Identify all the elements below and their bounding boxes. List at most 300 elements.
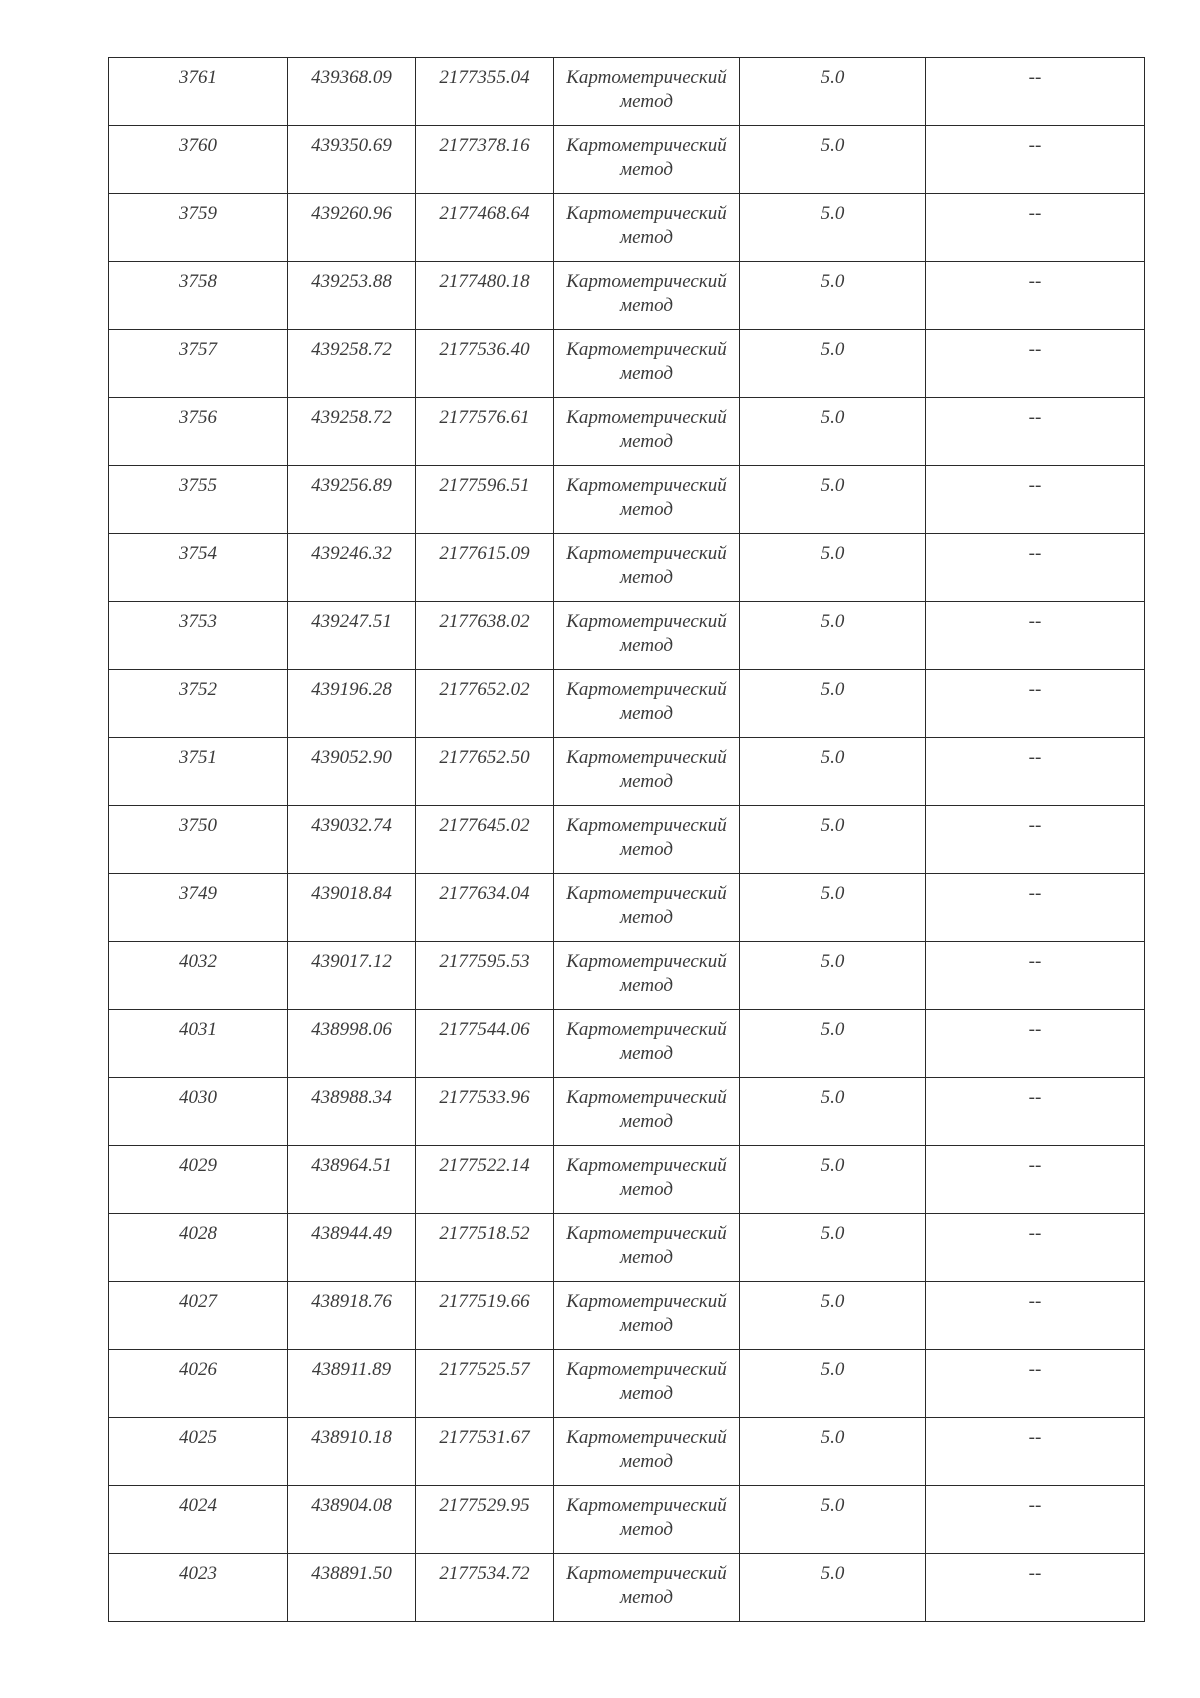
point-number-cell-text: 4029 — [179, 1155, 217, 1176]
y-coordinate-cell-text: 2177533.96 — [439, 1087, 530, 1108]
note-cell — [926, 738, 1145, 806]
point-number-cell-text: 3758 — [179, 271, 217, 292]
note-cell — [926, 126, 1145, 194]
note-cell — [926, 1078, 1145, 1146]
y-coordinate-cell — [416, 262, 554, 330]
note-cell — [926, 466, 1145, 534]
note-cell — [926, 262, 1145, 330]
accuracy-cell — [740, 602, 926, 670]
note-cell-text: -- — [1028, 135, 1042, 156]
accuracy-cell-text: 5.0 — [820, 1223, 845, 1244]
table-row — [109, 1282, 1145, 1350]
method-cell-text: Картометрический метод — [566, 1427, 727, 1472]
point-number-cell — [109, 262, 288, 330]
x-coordinate-cell-text: 439253.88 — [311, 271, 392, 292]
method-cell-text: Картометрический метод — [566, 543, 727, 588]
note-cell-text: -- — [1028, 271, 1042, 292]
accuracy-cell-text: 5.0 — [820, 679, 845, 700]
note-cell-text: -- — [1028, 747, 1042, 768]
note-cell — [926, 1010, 1145, 1078]
point-number-cell-text: 3752 — [179, 679, 217, 700]
x-coordinate-cell-text: 439032.74 — [311, 815, 392, 836]
point-number-cell-text: 4031 — [179, 1019, 217, 1040]
note-cell-text: -- — [1028, 679, 1042, 700]
note-cell — [926, 806, 1145, 874]
method-cell-text: Картометрический метод — [566, 339, 727, 384]
note-cell-text: -- — [1028, 1223, 1042, 1244]
method-cell — [554, 942, 740, 1010]
point-number-cell — [109, 58, 288, 126]
method-cell-text: Картометрический метод — [566, 1359, 727, 1404]
coordinates-table-body — [109, 58, 1145, 1622]
point-number-cell-text: 3753 — [179, 611, 217, 632]
note-cell — [926, 1418, 1145, 1486]
y-coordinate-cell — [416, 1010, 554, 1078]
table-row — [109, 874, 1145, 942]
accuracy-cell — [740, 942, 926, 1010]
x-coordinate-cell — [288, 602, 416, 670]
point-number-cell — [109, 1078, 288, 1146]
point-number-cell — [109, 874, 288, 942]
y-coordinate-cell — [416, 602, 554, 670]
y-coordinate-cell — [416, 466, 554, 534]
accuracy-cell-text: 5.0 — [820, 1427, 845, 1448]
point-number-cell — [109, 806, 288, 874]
y-coordinate-cell-text: 2177652.50 — [439, 747, 530, 768]
method-cell-text: Картометрический метод — [566, 407, 727, 452]
table-row — [109, 806, 1145, 874]
method-cell — [554, 194, 740, 262]
x-coordinate-cell — [288, 330, 416, 398]
method-cell-text: Картометрический метод — [566, 1087, 727, 1132]
y-coordinate-cell-text: 2177596.51 — [439, 475, 530, 496]
point-number-cell — [109, 330, 288, 398]
point-number-cell — [109, 534, 288, 602]
y-coordinate-cell — [416, 1146, 554, 1214]
accuracy-cell — [740, 670, 926, 738]
method-cell — [554, 1078, 740, 1146]
y-coordinate-cell-text: 2177525.57 — [439, 1359, 530, 1380]
accuracy-cell — [740, 194, 926, 262]
method-cell-text: Картометрический метод — [566, 203, 727, 248]
coordinates-table — [108, 57, 1145, 1622]
method-cell-text: Картометрический метод — [566, 67, 727, 112]
x-coordinate-cell — [288, 534, 416, 602]
y-coordinate-cell — [416, 1282, 554, 1350]
table-row — [109, 942, 1145, 1010]
point-number-cell — [109, 1146, 288, 1214]
point-number-cell — [109, 466, 288, 534]
x-coordinate-cell — [288, 1282, 416, 1350]
note-cell — [926, 1554, 1145, 1622]
y-coordinate-cell — [416, 738, 554, 806]
accuracy-cell-text: 5.0 — [820, 1291, 845, 1312]
note-cell-text: -- — [1028, 203, 1042, 224]
table-row — [109, 738, 1145, 806]
point-number-cell-text: 3761 — [179, 67, 217, 88]
table-row — [109, 194, 1145, 262]
point-number-cell — [109, 1418, 288, 1486]
accuracy-cell-text: 5.0 — [820, 407, 845, 428]
method-cell-text: Картометрический метод — [566, 1291, 727, 1336]
x-coordinate-cell-text: 439260.96 — [311, 203, 392, 224]
method-cell — [554, 602, 740, 670]
method-cell-text: Картометрический метод — [566, 815, 727, 860]
accuracy-cell — [740, 330, 926, 398]
x-coordinate-cell-text: 438918.76 — [311, 1291, 392, 1312]
accuracy-cell-text: 5.0 — [820, 1563, 845, 1584]
table-row — [109, 602, 1145, 670]
point-number-cell — [109, 1554, 288, 1622]
note-cell-text: -- — [1028, 1291, 1042, 1312]
method-cell — [554, 330, 740, 398]
note-cell-text: -- — [1028, 1563, 1042, 1584]
x-coordinate-cell-text: 438988.34 — [311, 1087, 392, 1108]
table-row — [109, 1214, 1145, 1282]
method-cell-text: Картометрический метод — [566, 271, 727, 316]
y-coordinate-cell-text: 2177534.72 — [439, 1563, 530, 1584]
x-coordinate-cell — [288, 1214, 416, 1282]
accuracy-cell — [740, 874, 926, 942]
x-coordinate-cell-text: 439196.28 — [311, 679, 392, 700]
point-number-cell-text: 3756 — [179, 407, 217, 428]
y-coordinate-cell-text: 2177355.04 — [439, 67, 530, 88]
x-coordinate-cell — [288, 466, 416, 534]
note-cell — [926, 1146, 1145, 1214]
x-coordinate-cell-text: 439258.72 — [311, 339, 392, 360]
method-cell — [554, 1282, 740, 1350]
note-cell — [926, 534, 1145, 602]
point-number-cell-text: 3755 — [179, 475, 217, 496]
x-coordinate-cell — [288, 398, 416, 466]
method-cell-text: Картометрический метод — [566, 883, 727, 928]
accuracy-cell-text: 5.0 — [820, 135, 845, 156]
accuracy-cell — [740, 262, 926, 330]
table-row — [109, 466, 1145, 534]
accuracy-cell — [740, 126, 926, 194]
accuracy-cell-text: 5.0 — [820, 1495, 845, 1516]
point-number-cell — [109, 126, 288, 194]
x-coordinate-cell-text: 439350.69 — [311, 135, 392, 156]
point-number-cell-text: 3754 — [179, 543, 217, 564]
x-coordinate-cell — [288, 874, 416, 942]
point-number-cell — [109, 398, 288, 466]
y-coordinate-cell — [416, 942, 554, 1010]
accuracy-cell — [740, 806, 926, 874]
y-coordinate-cell-text: 2177531.67 — [439, 1427, 530, 1448]
point-number-cell — [109, 738, 288, 806]
note-cell-text: -- — [1028, 611, 1042, 632]
table-row — [109, 330, 1145, 398]
note-cell-text: -- — [1028, 407, 1042, 428]
accuracy-cell-text: 5.0 — [820, 339, 845, 360]
y-coordinate-cell-text: 2177638.02 — [439, 611, 530, 632]
accuracy-cell — [740, 1554, 926, 1622]
x-coordinate-cell — [288, 58, 416, 126]
accuracy-cell — [740, 58, 926, 126]
accuracy-cell — [740, 738, 926, 806]
accuracy-cell-text: 5.0 — [820, 1087, 845, 1108]
y-coordinate-cell-text: 2177645.02 — [439, 815, 530, 836]
y-coordinate-cell — [416, 1350, 554, 1418]
y-coordinate-cell-text: 2177518.52 — [439, 1223, 530, 1244]
y-coordinate-cell — [416, 1214, 554, 1282]
note-cell — [926, 670, 1145, 738]
note-cell-text: -- — [1028, 1019, 1042, 1040]
accuracy-cell — [740, 1350, 926, 1418]
method-cell-text: Картометрический метод — [566, 475, 727, 520]
point-number-cell-text: 3757 — [179, 339, 217, 360]
method-cell-text: Картометрический метод — [566, 611, 727, 656]
point-number-cell-text: 3751 — [179, 747, 217, 768]
accuracy-cell-text: 5.0 — [820, 475, 845, 496]
point-number-cell-text: 4026 — [179, 1359, 217, 1380]
accuracy-cell-text: 5.0 — [820, 747, 845, 768]
table-row — [109, 1146, 1145, 1214]
y-coordinate-cell — [416, 1554, 554, 1622]
y-coordinate-cell-text: 2177615.09 — [439, 543, 530, 564]
note-cell-text: -- — [1028, 815, 1042, 836]
x-coordinate-cell-text: 439017.12 — [311, 951, 392, 972]
point-number-cell — [109, 194, 288, 262]
method-cell-text: Картометрический метод — [566, 1563, 727, 1608]
point-number-cell — [109, 1350, 288, 1418]
method-cell — [554, 126, 740, 194]
method-cell-text: Картометрический метод — [566, 1223, 727, 1268]
method-cell — [554, 58, 740, 126]
note-cell-text: -- — [1028, 951, 1042, 972]
method-cell — [554, 1350, 740, 1418]
accuracy-cell — [740, 1486, 926, 1554]
table-row — [109, 1078, 1145, 1146]
x-coordinate-cell — [288, 670, 416, 738]
point-number-cell-text: 3759 — [179, 203, 217, 224]
accuracy-cell — [740, 466, 926, 534]
table-row — [109, 126, 1145, 194]
method-cell-text: Картометрический метод — [566, 135, 727, 180]
method-cell — [554, 874, 740, 942]
x-coordinate-cell — [288, 126, 416, 194]
accuracy-cell — [740, 1214, 926, 1282]
accuracy-cell — [740, 1282, 926, 1350]
x-coordinate-cell-text: 438904.08 — [311, 1495, 392, 1516]
note-cell — [926, 874, 1145, 942]
point-number-cell — [109, 1282, 288, 1350]
y-coordinate-cell-text: 2177529.95 — [439, 1495, 530, 1516]
x-coordinate-cell-text: 438891.50 — [311, 1563, 392, 1584]
accuracy-cell — [740, 534, 926, 602]
y-coordinate-cell-text: 2177576.61 — [439, 407, 530, 428]
method-cell — [554, 806, 740, 874]
accuracy-cell-text: 5.0 — [820, 1019, 845, 1040]
table-row — [109, 670, 1145, 738]
y-coordinate-cell — [416, 330, 554, 398]
table-row — [109, 262, 1145, 330]
method-cell-text: Картометрический метод — [566, 951, 727, 996]
x-coordinate-cell-text: 439258.72 — [311, 407, 392, 428]
y-coordinate-cell-text: 2177544.06 — [439, 1019, 530, 1040]
table-row — [109, 1350, 1145, 1418]
method-cell — [554, 1486, 740, 1554]
note-cell-text: -- — [1028, 475, 1042, 496]
point-number-cell-text: 3750 — [179, 815, 217, 836]
x-coordinate-cell — [288, 1554, 416, 1622]
accuracy-cell-text: 5.0 — [820, 951, 845, 972]
note-cell — [926, 1486, 1145, 1554]
y-coordinate-cell-text: 2177378.16 — [439, 135, 530, 156]
accuracy-cell — [740, 398, 926, 466]
method-cell — [554, 534, 740, 602]
table-row — [109, 1486, 1145, 1554]
y-coordinate-cell-text: 2177480.18 — [439, 271, 530, 292]
point-number-cell-text: 3749 — [179, 883, 217, 904]
y-coordinate-cell — [416, 806, 554, 874]
y-coordinate-cell — [416, 398, 554, 466]
x-coordinate-cell-text: 439052.90 — [311, 747, 392, 768]
note-cell-text: -- — [1028, 883, 1042, 904]
x-coordinate-cell-text: 439247.51 — [311, 611, 392, 632]
method-cell — [554, 1010, 740, 1078]
accuracy-cell-text: 5.0 — [820, 67, 845, 88]
accuracy-cell-text: 5.0 — [820, 203, 845, 224]
x-coordinate-cell — [288, 1350, 416, 1418]
point-number-cell-text: 4028 — [179, 1223, 217, 1244]
accuracy-cell — [740, 1078, 926, 1146]
point-number-cell-text: 4024 — [179, 1495, 217, 1516]
x-coordinate-cell — [288, 1010, 416, 1078]
accuracy-cell-text: 5.0 — [820, 815, 845, 836]
x-coordinate-cell-text: 438964.51 — [311, 1155, 392, 1176]
method-cell-text: Картометрический метод — [566, 747, 727, 792]
accuracy-cell — [740, 1418, 926, 1486]
y-coordinate-cell — [416, 1078, 554, 1146]
method-cell — [554, 262, 740, 330]
note-cell — [926, 194, 1145, 262]
x-coordinate-cell — [288, 194, 416, 262]
table-row — [109, 534, 1145, 602]
x-coordinate-cell — [288, 1078, 416, 1146]
y-coordinate-cell-text: 2177652.02 — [439, 679, 530, 700]
note-cell — [926, 602, 1145, 670]
point-number-cell — [109, 602, 288, 670]
note-cell — [926, 398, 1145, 466]
y-coordinate-cell — [416, 194, 554, 262]
x-coordinate-cell-text: 438910.18 — [311, 1427, 392, 1448]
table-row — [109, 58, 1145, 126]
method-cell — [554, 1146, 740, 1214]
y-coordinate-cell-text: 2177519.66 — [439, 1291, 530, 1312]
method-cell — [554, 398, 740, 466]
method-cell-text: Картометрический метод — [566, 679, 727, 724]
point-number-cell — [109, 942, 288, 1010]
table-row — [109, 1010, 1145, 1078]
x-coordinate-cell — [288, 262, 416, 330]
x-coordinate-cell — [288, 806, 416, 874]
note-cell — [926, 1214, 1145, 1282]
x-coordinate-cell-text: 438911.89 — [311, 1359, 392, 1380]
point-number-cell-text: 4032 — [179, 951, 217, 972]
note-cell-text: -- — [1028, 1359, 1042, 1380]
table-row — [109, 398, 1145, 466]
table-row — [109, 1418, 1145, 1486]
x-coordinate-cell — [288, 1486, 416, 1554]
note-cell — [926, 330, 1145, 398]
x-coordinate-cell-text: 438998.06 — [311, 1019, 392, 1040]
x-coordinate-cell-text: 439368.09 — [311, 67, 392, 88]
y-coordinate-cell — [416, 534, 554, 602]
method-cell — [554, 466, 740, 534]
note-cell — [926, 1350, 1145, 1418]
note-cell-text: -- — [1028, 1155, 1042, 1176]
point-number-cell — [109, 1010, 288, 1078]
x-coordinate-cell — [288, 1418, 416, 1486]
point-number-cell-text: 4023 — [179, 1563, 217, 1584]
y-coordinate-cell-text: 2177468.64 — [439, 203, 530, 224]
y-coordinate-cell — [416, 874, 554, 942]
x-coordinate-cell-text: 438944.49 — [311, 1223, 392, 1244]
point-number-cell — [109, 1214, 288, 1282]
note-cell-text: -- — [1028, 543, 1042, 564]
method-cell — [554, 1554, 740, 1622]
y-coordinate-cell-text: 2177536.40 — [439, 339, 530, 360]
y-coordinate-cell — [416, 1486, 554, 1554]
x-coordinate-cell — [288, 942, 416, 1010]
method-cell — [554, 1214, 740, 1282]
accuracy-cell-text: 5.0 — [820, 271, 845, 292]
note-cell-text: -- — [1028, 1087, 1042, 1108]
method-cell — [554, 1418, 740, 1486]
note-cell — [926, 942, 1145, 1010]
accuracy-cell-text: 5.0 — [820, 883, 845, 904]
accuracy-cell-text: 5.0 — [820, 543, 845, 564]
accuracy-cell-text: 5.0 — [820, 611, 845, 632]
y-coordinate-cell-text: 2177522.14 — [439, 1155, 530, 1176]
method-cell-text: Картометрический метод — [566, 1495, 727, 1540]
y-coordinate-cell — [416, 126, 554, 194]
x-coordinate-cell-text: 439018.84 — [311, 883, 392, 904]
point-number-cell-text: 4030 — [179, 1087, 217, 1108]
accuracy-cell-text: 5.0 — [820, 1359, 845, 1380]
note-cell — [926, 1282, 1145, 1350]
y-coordinate-cell — [416, 670, 554, 738]
x-coordinate-cell — [288, 1146, 416, 1214]
point-number-cell-text: 4025 — [179, 1427, 217, 1448]
method-cell — [554, 738, 740, 806]
accuracy-cell — [740, 1146, 926, 1214]
note-cell-text: -- — [1028, 339, 1042, 360]
point-number-cell-text: 3760 — [179, 135, 217, 156]
note-cell-text: -- — [1028, 67, 1042, 88]
method-cell-text: Картометрический метод — [566, 1019, 727, 1064]
y-coordinate-cell — [416, 58, 554, 126]
y-coordinate-cell — [416, 1418, 554, 1486]
point-number-cell-text: 4027 — [179, 1291, 217, 1312]
y-coordinate-cell-text: 2177595.53 — [439, 951, 530, 972]
x-coordinate-cell-text: 439256.89 — [311, 475, 392, 496]
accuracy-cell — [740, 1010, 926, 1078]
point-number-cell — [109, 1486, 288, 1554]
y-coordinate-cell-text: 2177634.04 — [439, 883, 530, 904]
note-cell-text: -- — [1028, 1495, 1042, 1516]
note-cell-text: -- — [1028, 1427, 1042, 1448]
point-number-cell — [109, 670, 288, 738]
method-cell-text: Картометрический метод — [566, 1155, 727, 1200]
method-cell — [554, 670, 740, 738]
note-cell — [926, 58, 1145, 126]
accuracy-cell-text: 5.0 — [820, 1155, 845, 1176]
x-coordinate-cell — [288, 738, 416, 806]
x-coordinate-cell-text: 439246.32 — [311, 543, 392, 564]
